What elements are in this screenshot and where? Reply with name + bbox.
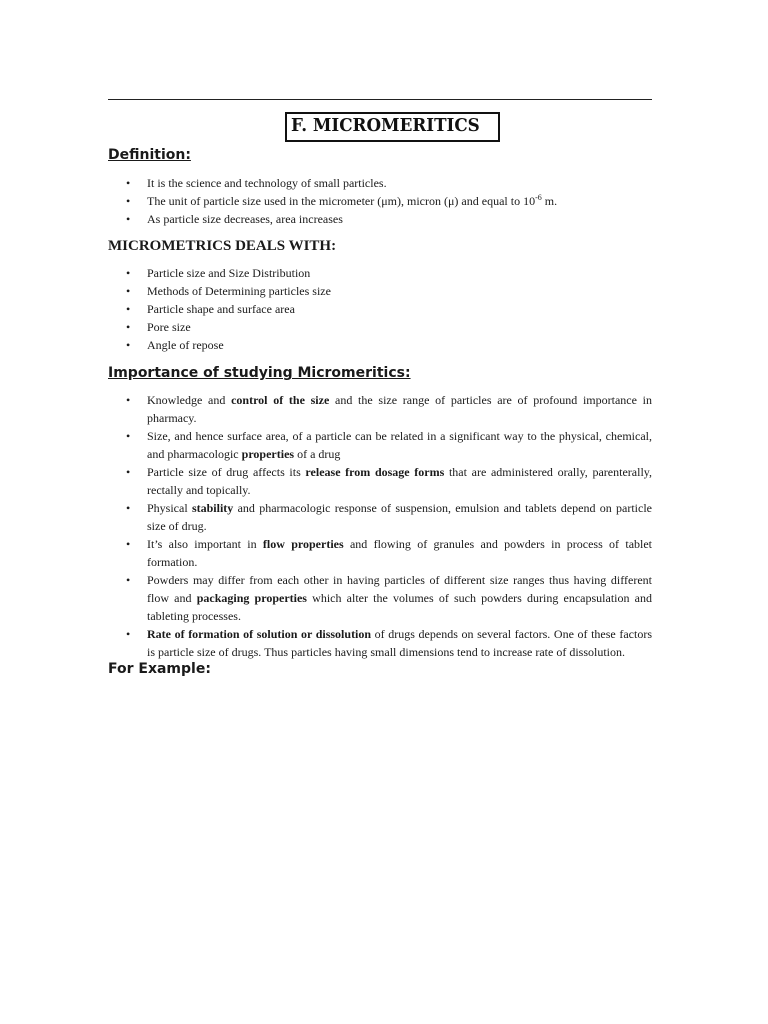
importance-list [0,391,652,661]
list-item: • Particle size and Size Distribution [0,264,652,282]
top-horizontal-rule [108,99,652,100]
example-heading-cut: For Example: [108,661,211,677]
page-title-text: F. MICROMERITICS [291,115,480,136]
list-item: • Powders may differ from each other in having particles of different size ranges thus having different flow and packaging properties which alter the volumes of such powders during encapsulation and tableting processes. [0,571,652,625]
list-item: • Particle shape and surface area [0,300,652,318]
list-item: • It is the science and technology of small particles. [0,174,652,192]
list-item: • The unit of particle size used in the micrometer (μm), micron (μ) and equal to $10^{-6}$ m. [0,192,652,210]
page-title [285,112,500,142]
list-item: • Knowledge and control of the size and the size range of particles are of profound importance in pharmacy. [0,391,652,427]
deals-heading: MICROMETRICS DEALS WITH: [108,238,337,254]
list-item: • As particle size decreases, area increases [0,210,652,228]
list-item: • Particle size of drug affects its release from dosage forms that are administered orally, parenterally, rectally and topically. [0,463,652,499]
list-item: • Methods of Determining particles size [0,282,652,300]
list-item: • It’s also important in flow properties and flowing of granules and powders in process of tablet formation. [0,535,652,571]
list-item: • Physical stability and pharmacologic response of suspension, emulsion and tablets depend on particle size of drug. [0,499,652,535]
importance-heading: Importance of studying Micromeritics: [108,365,411,381]
list-item: • Angle of repose [0,336,652,354]
list-item: • Pore size [0,318,652,336]
deals-list [0,264,652,354]
definition-list [0,174,652,228]
exponent: -6 [535,193,542,202]
list-item: • Rate of formation of solution or dissolution of drugs depends on several factors. One of these factors is particle size of drugs. Thus particles having small dimensions tend to increase rate of dissolution. [0,625,652,661]
list-item: • Size, and hence surface area, of a particle can be related in a significant way to the physical, chemical, and pharmacologic properties of a drug [0,427,652,463]
definition-heading: Definition: [108,147,191,163]
